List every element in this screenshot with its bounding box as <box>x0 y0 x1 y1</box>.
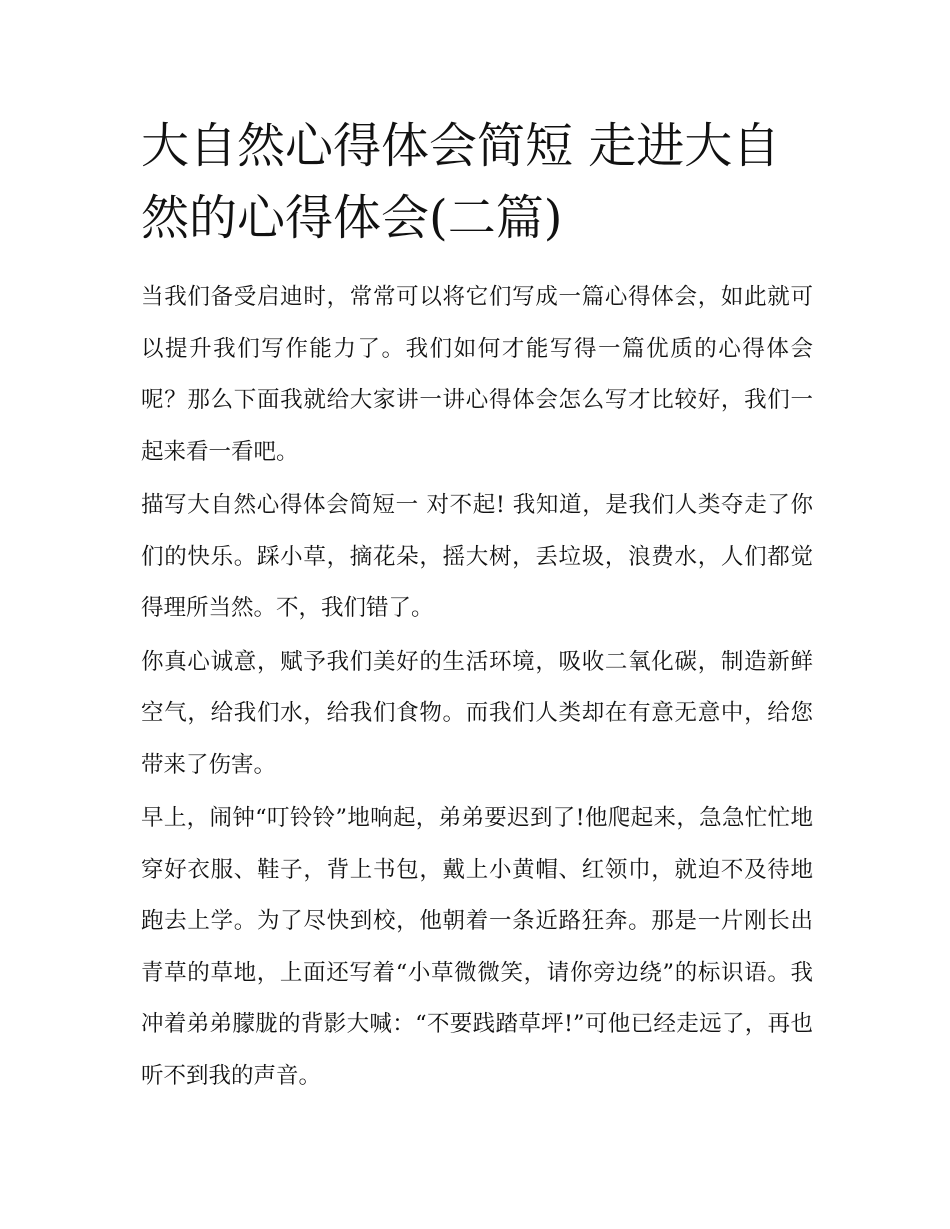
paragraph-gratitude: 你真心诚意，赋予我们美好的生活环境，吸收二氧化碳，制造新鲜空气，给我们水，给我们食物。而我们人类却在有意无意中，给您带来了伤害。 <box>141 648 813 778</box>
paragraph-morning-story: 早上，闹钟“叮铃铃”地响起，弟弟要迟到了!他爬起来，急急忙忙地穿好衣服、鞋子，背上书包，戴上小黄帽、红领巾，就迫不及待地跑去上学。为了尽快到校，他朝着一条近路狂奔。那是一片刚长出青草的草地，上面还写着“小草微微笑，请你旁边绕”的标识语。我冲着弟弟朦胧的背影大喊：“不要践踏草坪!”可他已经走远了，再也听不到我的声音。 <box>141 805 813 1089</box>
document-body <box>141 272 813 1102</box>
document-page <box>141 110 813 1104</box>
paragraph-apology: 描写大自然心得体会简短一 对不起! 我知道，是我们人类夺走了你们的快乐。踩小草，摘花朵，摇大树，丢垃圾，浪费水，人们都觉得理所当然。不，我们错了。 <box>141 492 813 621</box>
paragraph-intro: 当我们备受启迪时，常常可以将它们写成一篇心得体会，如此就可以提升我们写作能力了。我们如何才能写得一篇优质的心得体会呢？那么下面我就给大家讲一讲心得体会怎么写才比较好，我们一起来看一看吧。 <box>141 284 813 465</box>
document-title: 大自然心得体会简短 走进大自然的心得体会(二篇) <box>141 118 781 246</box>
